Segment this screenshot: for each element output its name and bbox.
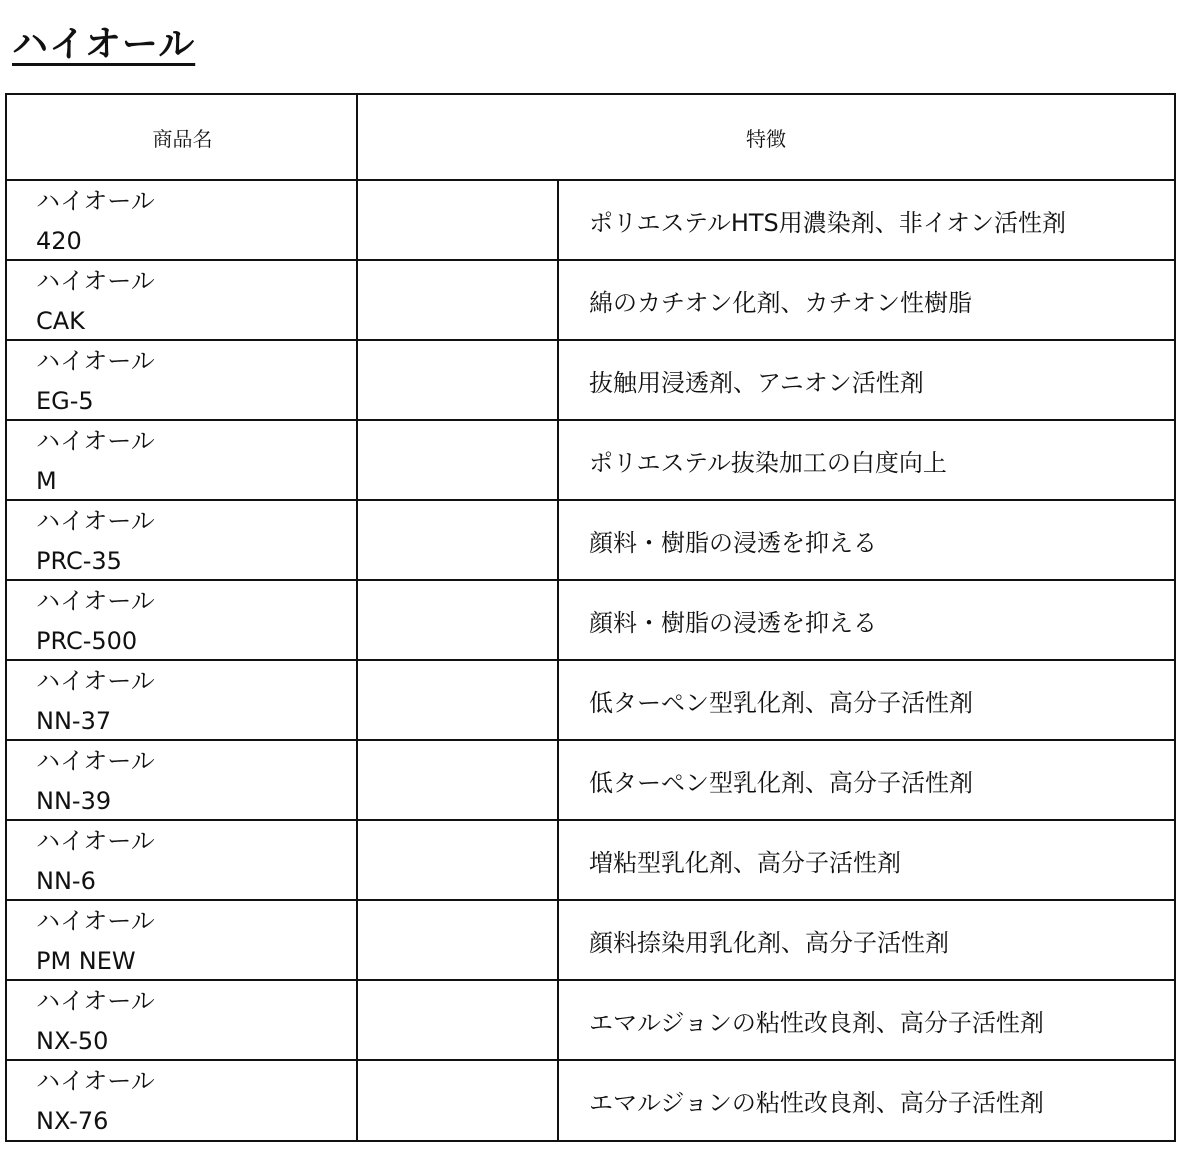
table-row [7, 581, 1174, 661]
product-name: ハイオール PRC-500 [36, 587, 155, 655]
table-row [7, 1061, 1174, 1141]
product-feature: 抜触用浸透剤、アニオン活性剤 [589, 368, 924, 397]
product-feature: エマルジョンの粘性改良剤、高分子活性剤 [589, 1088, 1044, 1117]
product-feature: 綿のカチオン化剤、カチオン性樹脂 [589, 288, 973, 317]
product-name: ハイオール NN-6 [36, 827, 155, 895]
product-name: ハイオール NN-37 [36, 667, 155, 735]
table-row [7, 421, 1174, 501]
product-feature: 低ターペン型乳化剤、高分子活性剤 [589, 688, 973, 717]
product-feature: 顔料・樹脂の浸透を抑える [589, 608, 877, 637]
product-feature: ポリエステル抜染加工の白度向上 [589, 448, 947, 477]
product-name: ハイオール PM NEW [36, 907, 155, 975]
product-name: ハイオール CAK [36, 267, 155, 335]
header-features: 特徴 [746, 126, 786, 151]
table-row [7, 501, 1174, 581]
product-name: ハイオール NX-76 [36, 1067, 155, 1135]
product-feature: 顔料捺染用乳化剤、高分子活性剤 [589, 928, 949, 957]
table-row [7, 661, 1174, 741]
product-feature: エマルジョンの粘性改良剤、高分子活性剤 [589, 1008, 1044, 1037]
header-product-name: 商品名 [152, 126, 213, 151]
table-row [7, 901, 1174, 981]
table-row [7, 821, 1174, 901]
table-row [7, 181, 1174, 261]
page-title: ハイオール [12, 24, 196, 65]
product-feature: ポリエステルHTS用濃染剤、非イオン活性剤 [589, 208, 1067, 237]
table-row [7, 341, 1174, 421]
product-name: ハイオール NX-50 [36, 987, 155, 1055]
product-table [5, 93, 1176, 1142]
product-feature: 顔料・樹脂の浸透を抑える [589, 528, 877, 557]
table-row [7, 261, 1174, 341]
product-name: ハイオール 420 [36, 187, 155, 255]
table-row [7, 981, 1174, 1061]
table-row [7, 741, 1174, 821]
product-feature: 低ターペン型乳化剤、高分子活性剤 [589, 768, 973, 797]
product-name: ハイオール NN-39 [36, 747, 155, 815]
product-feature: 増粘型乳化剤、高分子活性剤 [589, 848, 901, 877]
product-name: ハイオール M [36, 427, 155, 495]
product-name: ハイオール EG-5 [36, 347, 155, 415]
product-name: ハイオール PRC-35 [36, 507, 155, 575]
